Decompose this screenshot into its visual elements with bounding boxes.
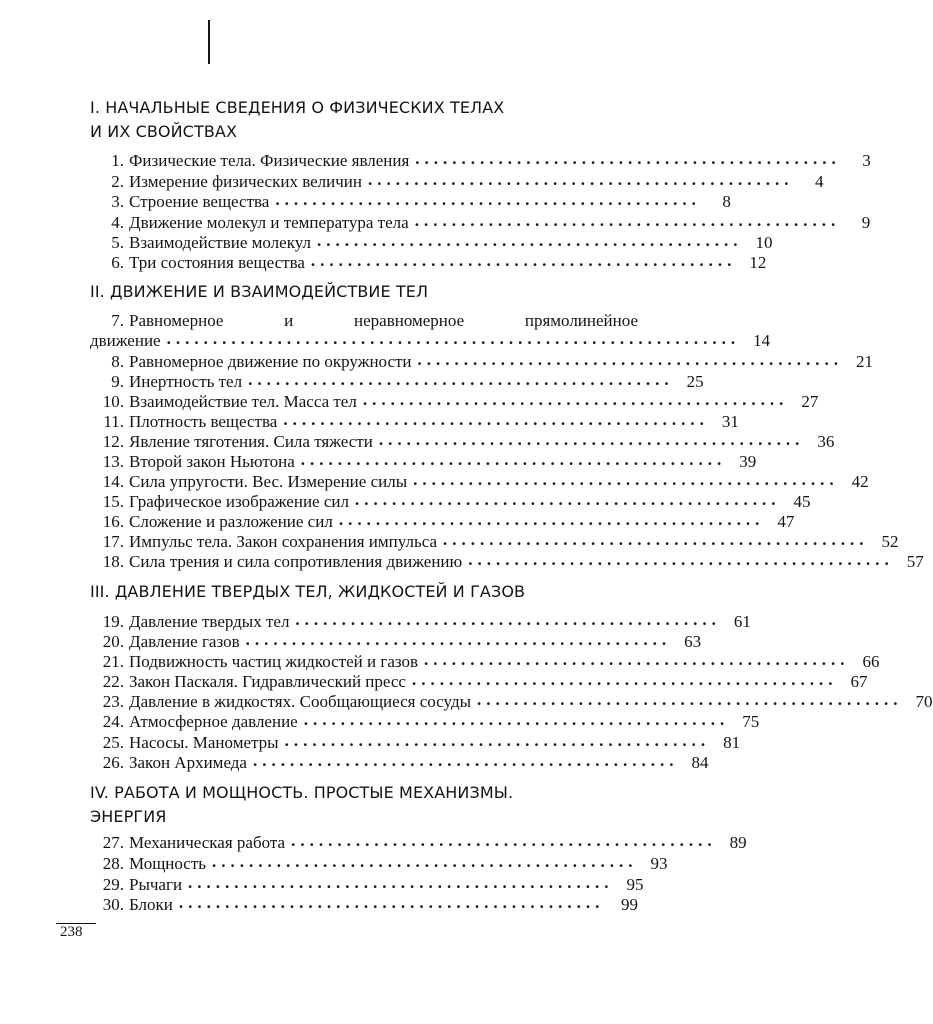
entry-number: 26. — [102, 753, 124, 772]
entry-title: Сила упругости. Вес. Измерение силы — [129, 472, 408, 491]
entry-page: 21 — [856, 352, 874, 371]
entry-number: 10. — [102, 392, 124, 411]
entry-page: 45 — [793, 492, 811, 511]
entry-number: 18. — [102, 552, 124, 571]
leader-dots: .............................................. — [368, 170, 794, 189]
toc-entry[interactable] — [90, 550, 924, 573]
section-heading-2 — [90, 280, 650, 304]
entry-number: 27. — [102, 833, 124, 852]
entry-page: 10 — [755, 233, 773, 252]
entry-number: 25. — [102, 733, 124, 752]
leader-dots: .............................................. — [443, 530, 869, 549]
entry-page: 9 — [861, 213, 871, 232]
toc-entry[interactable] — [90, 251, 767, 274]
leader-dots: .............................................................. — [166, 329, 741, 348]
entry-page: 75 — [742, 712, 760, 731]
entry-page: 27 — [801, 392, 819, 411]
entry-number: 16. — [102, 512, 124, 531]
leader-dots: .............................................. — [248, 370, 674, 389]
leader-dots: .............................................. — [245, 630, 672, 649]
leader-dots: .............................................. — [414, 211, 841, 230]
entry-page: 67 — [850, 672, 868, 691]
leader-dots: .............................................. — [411, 670, 838, 689]
section-heading-line: III. ДАВЛЕНИЕ ТВЕРДЫХ ТЕЛ, ЖИДКОСТЕЙ И ГАЗОВ — [90, 582, 526, 601]
entry-page: 42 — [851, 472, 869, 491]
entry-title: Взаимодействие молекул — [129, 233, 311, 252]
entry-page: 57 — [906, 552, 924, 571]
entry-title: Давление газов — [129, 632, 240, 651]
leader-dots: .............................................. — [477, 690, 903, 709]
entry-page: 31 — [721, 412, 739, 431]
entry-title: Строение вещества — [129, 192, 270, 211]
entry-number: 11. — [103, 412, 124, 431]
entry-number: 15. — [102, 492, 124, 511]
entry-number: 28. — [102, 854, 124, 873]
entry-page: 66 — [862, 652, 880, 671]
entry-page: 84 — [691, 753, 709, 772]
entry-number: 2. — [111, 172, 124, 191]
entry-title: Три состояния вещества — [129, 253, 305, 272]
leader-dots: .............................................. — [275, 190, 701, 209]
leader-dots: .............................................. — [316, 231, 743, 250]
leader-dots: .............................................. — [284, 731, 711, 750]
toc-entry[interactable] — [90, 751, 709, 774]
entry-page: 3 — [862, 151, 871, 170]
leader-dots: .............................................. — [188, 873, 614, 892]
entry-number: 30. — [102, 895, 124, 914]
entry-title: Измерение физических величин — [129, 172, 362, 191]
page-number: 238 — [60, 924, 83, 940]
entry-title: Блоки — [129, 895, 173, 914]
entry-title: Мощность — [129, 854, 207, 873]
entry-page: 70 — [915, 692, 933, 711]
entry-page: 52 — [881, 532, 899, 551]
entry-title: Сила трения и сила сопротивления движению — [129, 552, 463, 571]
entry-page: 47 — [777, 512, 795, 531]
section-heading-line: ЭНЕРГИЯ — [90, 807, 167, 826]
entry-number: 19. — [102, 612, 124, 631]
entry-number: 8. — [111, 352, 124, 371]
entry-number: 4. — [111, 213, 124, 232]
entry-title: Инертность тел — [129, 372, 243, 391]
entry-page: 89 — [729, 833, 747, 852]
entry-title: движение — [90, 331, 161, 350]
leader-dots: .............................................. — [338, 510, 765, 529]
leader-dots: .............................................. — [178, 893, 605, 912]
entry-number: 23. — [102, 692, 124, 711]
entry-number: 9. — [111, 372, 124, 391]
leader-dots: .............................................. — [291, 831, 717, 850]
leader-dots: .............................................. — [303, 710, 730, 729]
entry-number: 17. — [102, 532, 124, 551]
entry-title: Взаимодействие тел. Масса тел — [129, 392, 357, 411]
entry-number: 3. — [111, 192, 124, 211]
entry-number: 24. — [102, 712, 124, 731]
entry-page: 61 — [733, 612, 751, 631]
entry-title: Механическая работа — [129, 833, 286, 852]
entry-title: Плотность вещества — [129, 412, 278, 431]
entry-title: Равномерное движение по окружности — [129, 352, 412, 371]
entry-title: Импульс тела. Закон сохранения импульса — [129, 532, 438, 551]
entry-number: 6. — [111, 253, 124, 272]
section-heading-line: IV. РАБОТА И МОЩНОСТЬ. ПРОСТЫЕ МЕХАНИЗМЫ. — [90, 783, 514, 802]
leader-dots: .............................................. — [252, 751, 679, 770]
entry-number: 14. — [102, 472, 124, 491]
entry-number: 7. — [111, 311, 124, 330]
leader-dots: .............................................. — [468, 550, 894, 569]
top-margin-rule — [208, 20, 210, 64]
leader-dots: .............................................. — [354, 490, 781, 509]
entry-number: 1. — [111, 151, 124, 170]
leader-dots: .............................................. — [212, 852, 638, 871]
entry-title: Сложение и разложение сил — [129, 512, 333, 531]
entry-number: 20. — [102, 632, 124, 651]
toc-entry[interactable] — [90, 894, 638, 916]
entry-number: 22. — [102, 672, 124, 691]
section-heading-line: I. НАЧАЛЬНЫЕ СВЕДЕНИЯ О ФИЗИЧЕСКИХ ТЕЛАХ — [90, 98, 505, 117]
section-heading-1 — [90, 96, 650, 144]
leader-dots: .............................................. — [362, 390, 789, 409]
leader-dots: .............................................. — [310, 251, 737, 270]
entry-title: Давление в жидкостях. Сообщающиеся сосуды — [129, 692, 472, 711]
entry-title: Давление твердых тел — [129, 612, 290, 631]
leader-dots: .............................................. — [417, 350, 844, 369]
entry-number: 12. — [102, 432, 124, 451]
entry-title: Рычаги — [129, 875, 183, 894]
section-heading-4 — [90, 781, 650, 829]
entry-title: Подвижность частиц жидкостей и газов — [129, 652, 419, 671]
entry-title: Насосы. Манометры — [129, 733, 279, 752]
entry-page: 81 — [723, 733, 741, 752]
entry-title: Явление тяготения. Сила тяжести — [129, 432, 373, 451]
entry-number: 13. — [102, 452, 124, 471]
entry-title: Физические тела. Физические явления — [129, 151, 410, 170]
leader-dots: .............................................. — [413, 470, 839, 489]
leader-dots: .............................................. — [424, 650, 850, 669]
entry-title-line1: Равномерное и неравномерное прямолинейное — [129, 311, 638, 330]
entry-page: 63 — [684, 632, 702, 651]
entry-page: 14 — [753, 331, 771, 350]
entry-title: Закон Паскаля. Гидравлический пресс — [129, 672, 406, 691]
toc-entry[interactable] — [90, 310, 771, 352]
entry-title: Закон Архимеда — [129, 753, 247, 772]
section-heading-line: И ИХ СВОЙСТВАХ — [90, 122, 238, 141]
entry-page: 36 — [817, 432, 835, 451]
leader-dots: .............................................. — [378, 430, 805, 449]
entry-page: 39 — [739, 452, 757, 471]
entry-title: Графическое изображение сил — [129, 492, 349, 511]
entry-page: 25 — [686, 372, 704, 391]
leader-dots: .............................................. — [300, 450, 727, 469]
entry-number: 29. — [102, 875, 124, 894]
entry-title: Атмосферное давление — [129, 712, 298, 731]
entry-page: 8 — [722, 192, 731, 211]
entry-page: 95 — [626, 875, 644, 894]
entry-page: 12 — [749, 253, 767, 272]
leader-dots: .............................................. — [283, 410, 709, 429]
entry-page: 4 — [815, 172, 824, 191]
entry-number: 5. — [111, 233, 124, 252]
entry-title: Второй закон Ньютона — [129, 452, 295, 471]
entry-page: 99 — [621, 895, 638, 914]
leader-dots: .............................................. — [415, 149, 841, 168]
entry-number: 21. — [102, 652, 124, 671]
section-heading-line: II. ДВИЖЕНИЕ И ВЗАИМОДЕЙСТВИЕ ТЕЛ — [90, 282, 429, 301]
leader-dots: .............................................. — [295, 610, 721, 629]
entry-page: 93 — [650, 854, 668, 873]
section-heading-3 — [90, 580, 650, 604]
entry-title: Движение молекул и температура тела — [129, 213, 409, 232]
